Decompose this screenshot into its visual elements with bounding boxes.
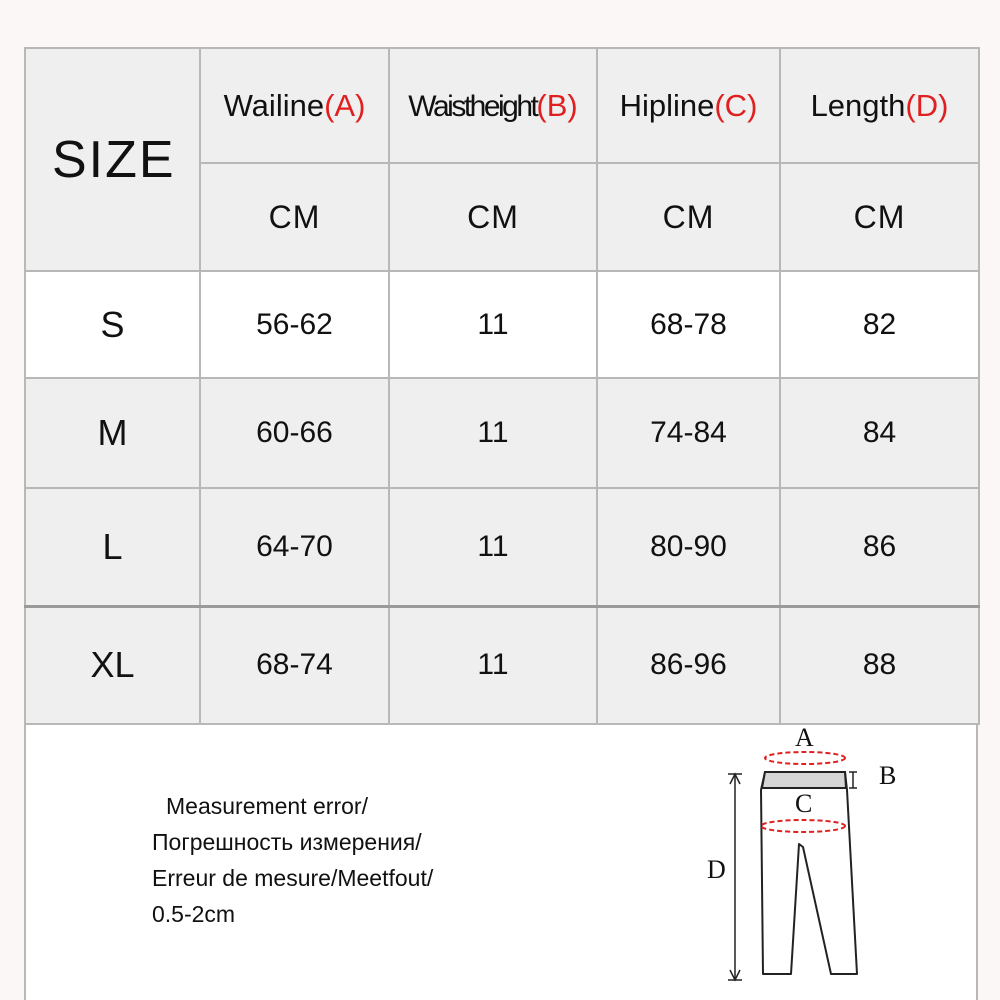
unit-cell: CM	[780, 163, 979, 271]
column-name: Hipline	[619, 87, 715, 123]
column-header-waist-height	[389, 48, 597, 163]
label-b: B	[879, 761, 897, 790]
column-name: Length	[810, 87, 906, 123]
size-label: S	[25, 271, 200, 378]
table-row	[25, 271, 979, 378]
waistline-marker-icon	[765, 752, 845, 764]
table-cell: 11	[389, 378, 597, 488]
table-cell: 68-78	[597, 271, 780, 378]
table-cell: 82	[780, 271, 979, 378]
size-label: M	[25, 378, 200, 488]
size-header: SIZE	[25, 48, 200, 271]
table-cell: 86-96	[597, 606, 780, 724]
note-line: Погрешность измерения/	[152, 829, 422, 855]
pants-measurement-diagram	[695, 722, 925, 992]
size-label: XL	[25, 606, 200, 724]
column-letter: (D)	[905, 87, 949, 123]
table-cell: 60-66	[200, 378, 389, 488]
table-cell: 84	[780, 378, 979, 488]
column-letter: (B)	[536, 87, 578, 123]
table-cell: 11	[389, 271, 597, 378]
column-letter: (C)	[714, 87, 758, 123]
table-cell: 74-84	[597, 378, 780, 488]
waistband-icon	[762, 772, 846, 788]
table-cell: 56-62	[200, 271, 389, 378]
unit-cell: CM	[389, 163, 597, 271]
note-line: Erreur de mesure/Meetfout/	[152, 865, 434, 891]
measurement-note	[152, 788, 433, 932]
table-cell: 88	[780, 606, 979, 724]
unit-cell: CM	[597, 163, 780, 271]
label-a: A	[795, 723, 814, 752]
column-name: Wailine	[223, 87, 325, 123]
table-cell: 11	[389, 488, 597, 606]
table-cell: 86	[780, 488, 979, 606]
column-letter: (A)	[324, 87, 366, 123]
table-cell: 68-74	[200, 606, 389, 724]
label-d: D	[707, 855, 726, 884]
column-header-length	[780, 48, 979, 163]
unit-cell: CM	[200, 163, 389, 271]
label-c: C	[795, 789, 813, 818]
table-cell: 80-90	[597, 488, 780, 606]
note-line: Measurement error/	[166, 793, 368, 819]
table-row	[25, 488, 979, 606]
table-row	[25, 378, 979, 488]
table-row	[25, 606, 979, 724]
size-table	[24, 47, 980, 725]
table-cell: 64-70	[200, 488, 389, 606]
column-header-hipline	[597, 48, 780, 163]
note-line: 0.5-2cm	[152, 901, 236, 927]
table-cell: 11	[389, 606, 597, 724]
header-row	[25, 48, 979, 163]
column-header-waistline	[200, 48, 389, 163]
column-name: Waistheight	[408, 89, 537, 123]
size-label: L	[25, 488, 200, 606]
